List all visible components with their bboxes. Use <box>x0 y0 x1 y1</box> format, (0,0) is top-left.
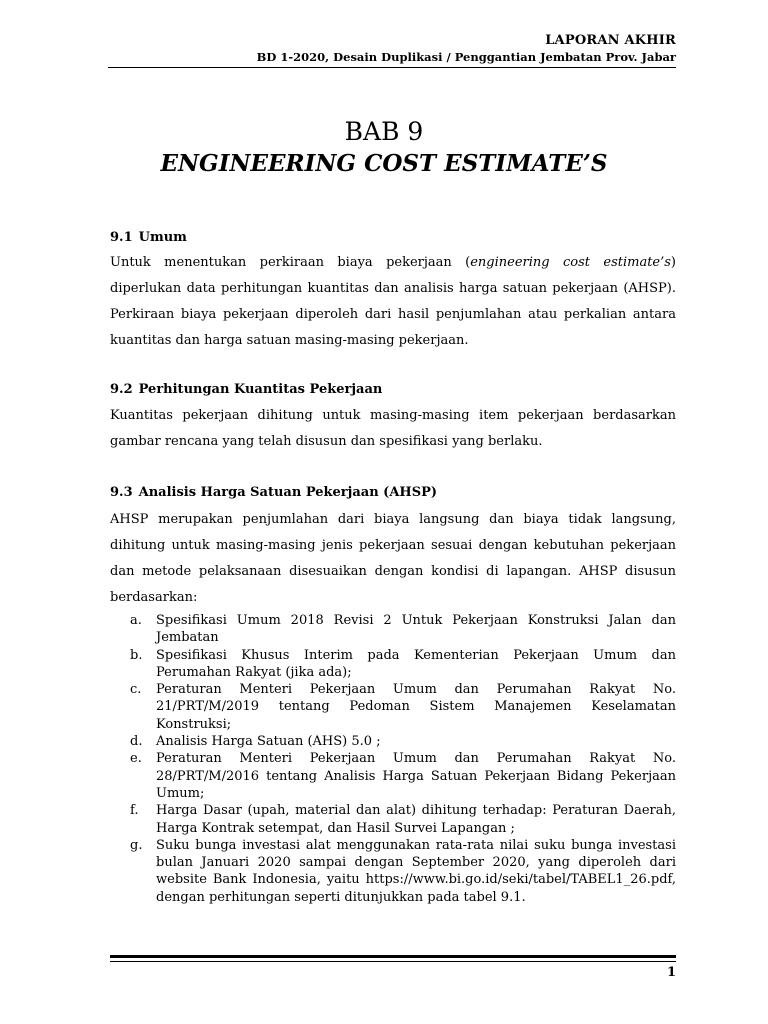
section-heading-9-3 <box>110 485 437 500</box>
section-heading-9-1 <box>110 230 187 245</box>
header-title: LAPORAN AKHIR <box>545 33 676 48</box>
list-text: Harga Dasar (upah, material dan alat) dihitung terhadap: Peraturan Daerah, Harga Kontrak setempat, dan Hasil Survei Lapangan ; <box>156 803 676 836</box>
list-marker: d. <box>130 734 143 750</box>
paragraph-emphasis: engineering cost estimate’s <box>470 255 671 270</box>
section-title: Analisis Harga Satuan Pekerjaan (AHSP) <box>138 485 438 500</box>
page-number: 1 <box>666 965 676 980</box>
list-text: Peraturan Menteri Pekerjaan Umum dan Perumahan Rakyat No. 21/PRT/M/2019 tentang Pedoman Sistem Manajemen Keselamatan Konstruksi; <box>156 682 676 732</box>
section-title: Umum <box>138 230 187 245</box>
chapter-title: ENGINEERING COST ESTIMATE’S <box>160 150 608 177</box>
section-number: 9.1 <box>110 230 133 245</box>
list-item <box>110 681 676 733</box>
section-number: 9.3 <box>110 485 133 500</box>
list-marker: e. <box>130 751 142 767</box>
list-text: Analisis Harga Satuan (AHS) 5.0 ; <box>156 734 381 750</box>
list-marker: b. <box>130 647 143 663</box>
section-title: Perhitungan Kuantitas Pekerjaan <box>138 382 383 397</box>
list-text: Spesifikasi Khusus Interim pada Kementerian Pekerjaan Umum dan Perumahan Rakyat (jika ada); <box>156 647 676 680</box>
list-text: Spesifikasi Umum 2018 Revisi 2 Untuk Pekerjaan Konstruksi Jalan dan Jembatan <box>156 613 676 646</box>
section-heading-9-2 <box>110 382 382 397</box>
list-marker: g. <box>130 837 143 853</box>
list-item <box>110 802 676 837</box>
section-paragraph-9-3: AHSP merupakan penjumlahan dari biaya langsung dan biaya tidak langsung, dihitung untuk masing-masing jenis pekerjaan sesuai dengan kebutuhan pekerjaan dan metode pelaksanaan disesuaikan dengan kondisi di lapangan. AHSP disusun berdasarkan: <box>110 512 676 605</box>
list-item <box>110 837 676 906</box>
header-subtitle: BD 1-2020, Desain Duplikasi / Penggantian Jembatan Prov. Jabar <box>256 50 676 64</box>
chapter-label: BAB 9 <box>344 117 424 146</box>
list-item <box>110 733 676 750</box>
paragraph-text: Untuk menentukan perkiraan biaya pekerjaan ( <box>110 255 471 270</box>
footer-rule-thick <box>110 955 676 958</box>
list-text: Suku bunga investasi alat menggunakan rata-rata nilai suku bunga investasi bulan Januari 2020 sampai dengan September 2020, yang diperoleh dari website Bank Indonesia, yaitu https://www.bi.go.id/seki/tabel/TABEL1_26.pdf, dengan perhitungan seperti ditunjukkan pada tabel 9.1. <box>156 837 676 905</box>
list-item <box>110 612 676 647</box>
section-paragraph-9-1 <box>110 250 676 354</box>
section-paragraph-9-2: Kuantitas pekerjaan dihitung untuk masing-masing item pekerjaan berdasarkan gambar rencana yang telah disusun dan spesifikasi yang berlaku. <box>110 408 676 449</box>
list-marker: c. <box>130 682 142 698</box>
list-item <box>110 750 676 802</box>
paragraph-text: ) diperlukan data perhitungan kuantitas dan analisis harga satuan pekerjaan (AHSP). Perkiraan biaya pekerjaan diperoleh dari hasil penjumlahan atau perkalian antara kuantitas dan harga satuan masing-masing pekerjaan. <box>110 255 676 348</box>
list-item <box>110 647 676 682</box>
section-number: 9.2 <box>110 382 133 397</box>
list-text: Peraturan Menteri Pekerjaan Umum dan Perumahan Rakyat No. 28/PRT/M/2016 tentang Analisis Harga Satuan Pekerjaan Bidang Pekerjaan Umum; <box>156 751 676 801</box>
list-marker: f. <box>130 803 139 819</box>
header-rule <box>108 67 676 68</box>
list-marker: a. <box>130 613 142 628</box>
ahsp-basis-list <box>110 612 676 906</box>
footer-rule-thin <box>110 961 676 962</box>
